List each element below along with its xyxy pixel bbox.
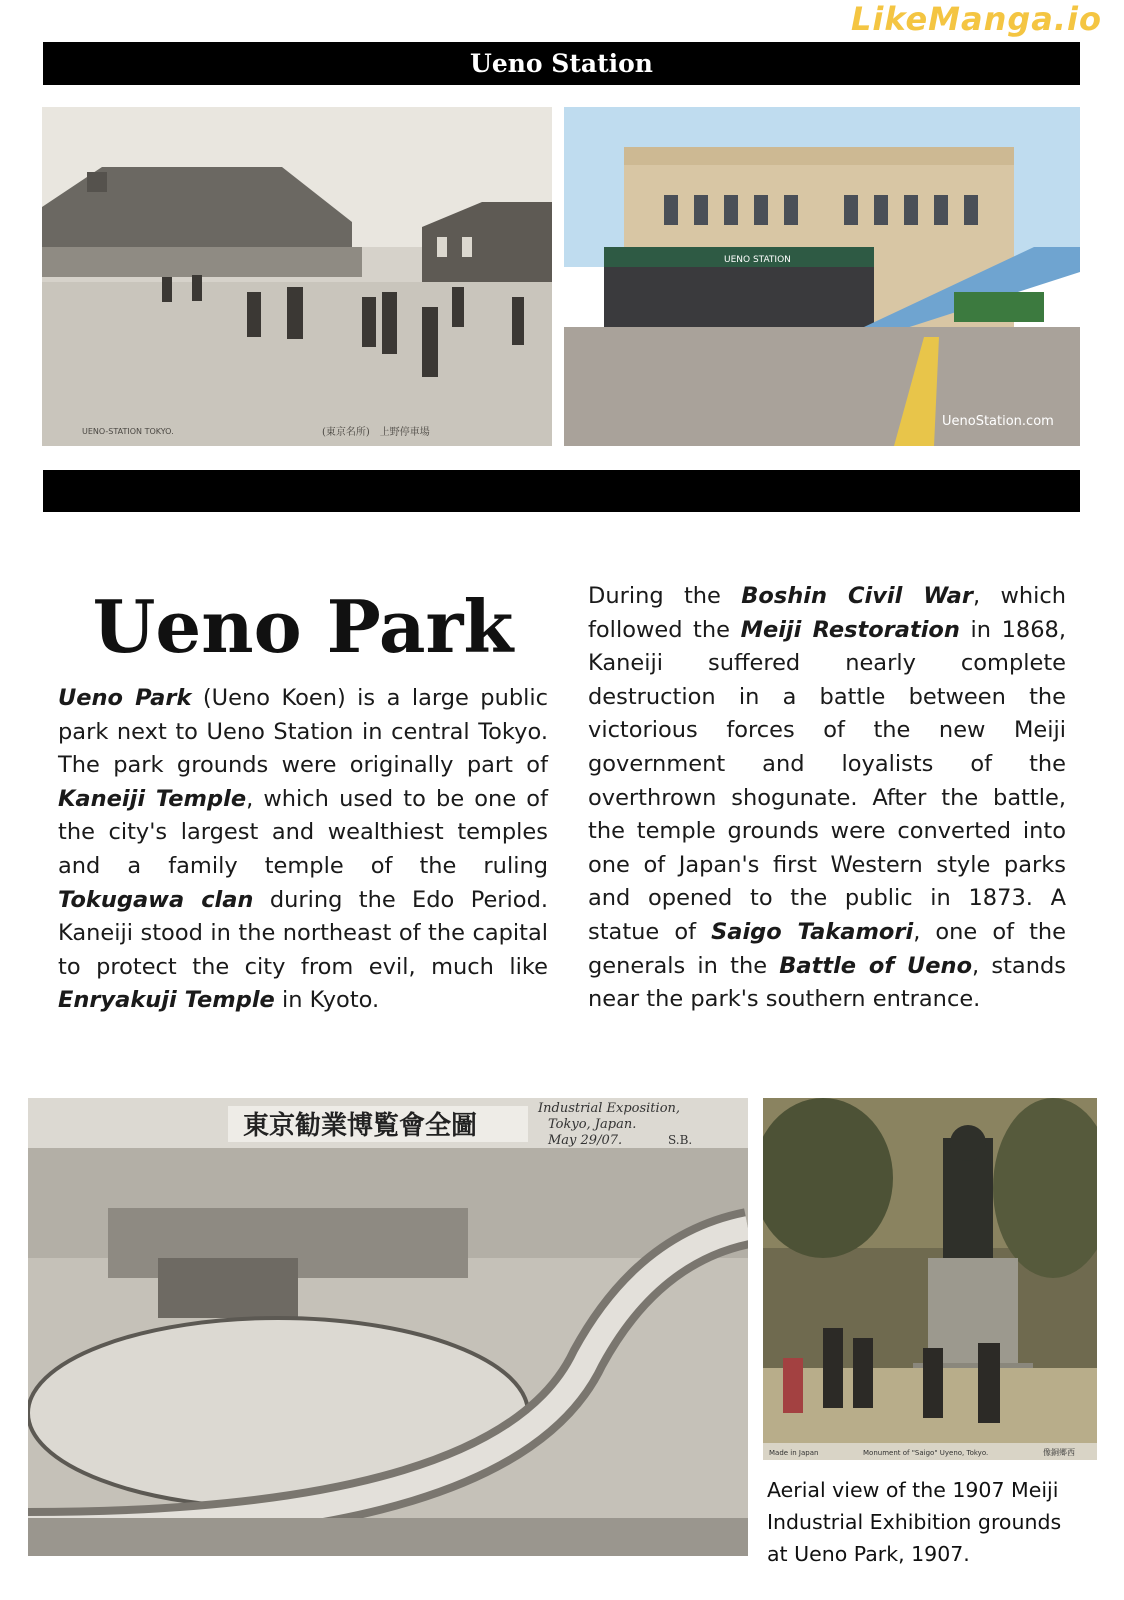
text-run: in 1868, Kaneiji suffered nearly complete destruction in a battle between the victorious forces of the new Meiji government and loyalists of the overthrown shogunate. After the battle, the temple grounds were converted into one of Japan's first Western style parks and opened to the public in 1873. A statue of [588, 616, 1066, 945]
old-photo-caption-en: UENO-STATION TOKYO. [82, 427, 174, 436]
text-run: during the Edo Period. Kaneiji stood in the northeast of the capital to protect the city from evil, much like [58, 886, 548, 980]
text-run: , stands near the park's southern entrance. [588, 952, 1066, 1013]
map-title-jp: 東京勧業博覧會全圖 [243, 1111, 478, 1141]
emphasized-term: Saigo Takamori [711, 918, 914, 945]
section-divider-bar [43, 470, 1080, 512]
text-run: in Kyoto. [274, 987, 380, 1014]
text-run: , which used to be one of the city's largest and wealthiest temples and a family temple of the ruling [58, 785, 548, 879]
text-run: , which followed the [588, 583, 1066, 643]
image-caption: Aerial view of the 1907 Meiji Industrial Exhibition grounds at Ueno Park, 1907. [767, 1478, 1062, 1566]
statue-caption-right: 像銅郷西 [1043, 1448, 1075, 1457]
modern-station-photo [564, 107, 1080, 446]
page-heading: Ueno Park [92, 584, 514, 669]
article-column-right [588, 580, 1066, 1017]
emphasized-term: Tokugawa clan [58, 886, 254, 913]
saigo-statue-photo [763, 1098, 1097, 1460]
handwriting-line-1: Industrial Exposition, [538, 1101, 681, 1116]
old-photo-caption-jp: (東京名所) 上野停車場 [322, 427, 430, 438]
section-header-bar [43, 42, 1080, 85]
emphasized-term: Meiji Restoration [740, 616, 960, 643]
section-title: Ueno Station [470, 49, 653, 78]
emphasized-term: Battle of Ueno [779, 952, 973, 979]
photo-credit: UenoStation.com [942, 414, 1054, 429]
handwriting-line-4: S.B. [668, 1133, 693, 1147]
statue-caption-left: Made in Japan [769, 1449, 819, 1457]
handwriting-line-3: May 29/07. [548, 1133, 623, 1148]
emphasized-term: Kaneiji Temple [58, 785, 247, 812]
text-run: , one of the generals in the [588, 918, 1066, 979]
old-station-photo [42, 107, 552, 446]
article-column-left [58, 682, 548, 1018]
text-run: During the [588, 583, 742, 609]
emphasized-term: Enryakuji Temple [58, 987, 275, 1014]
emphasized-term: Ueno Park [58, 685, 192, 711]
statue-caption-mid: Monument of "Saigo" Uyeno, Tokyo. [863, 1449, 989, 1457]
handwriting-line-2: Tokyo, Japan. [548, 1117, 637, 1132]
site-watermark: LikeManga.io [850, 0, 1102, 38]
station-sign: UENO STATION [724, 255, 791, 265]
expo-map-image [28, 1098, 748, 1556]
text-run: (Ueno Koen) is a large public park next to Ueno Station in central Tokyo. The park grounds were originally part of [58, 685, 548, 779]
emphasized-term: Boshin Civil War [741, 583, 973, 609]
